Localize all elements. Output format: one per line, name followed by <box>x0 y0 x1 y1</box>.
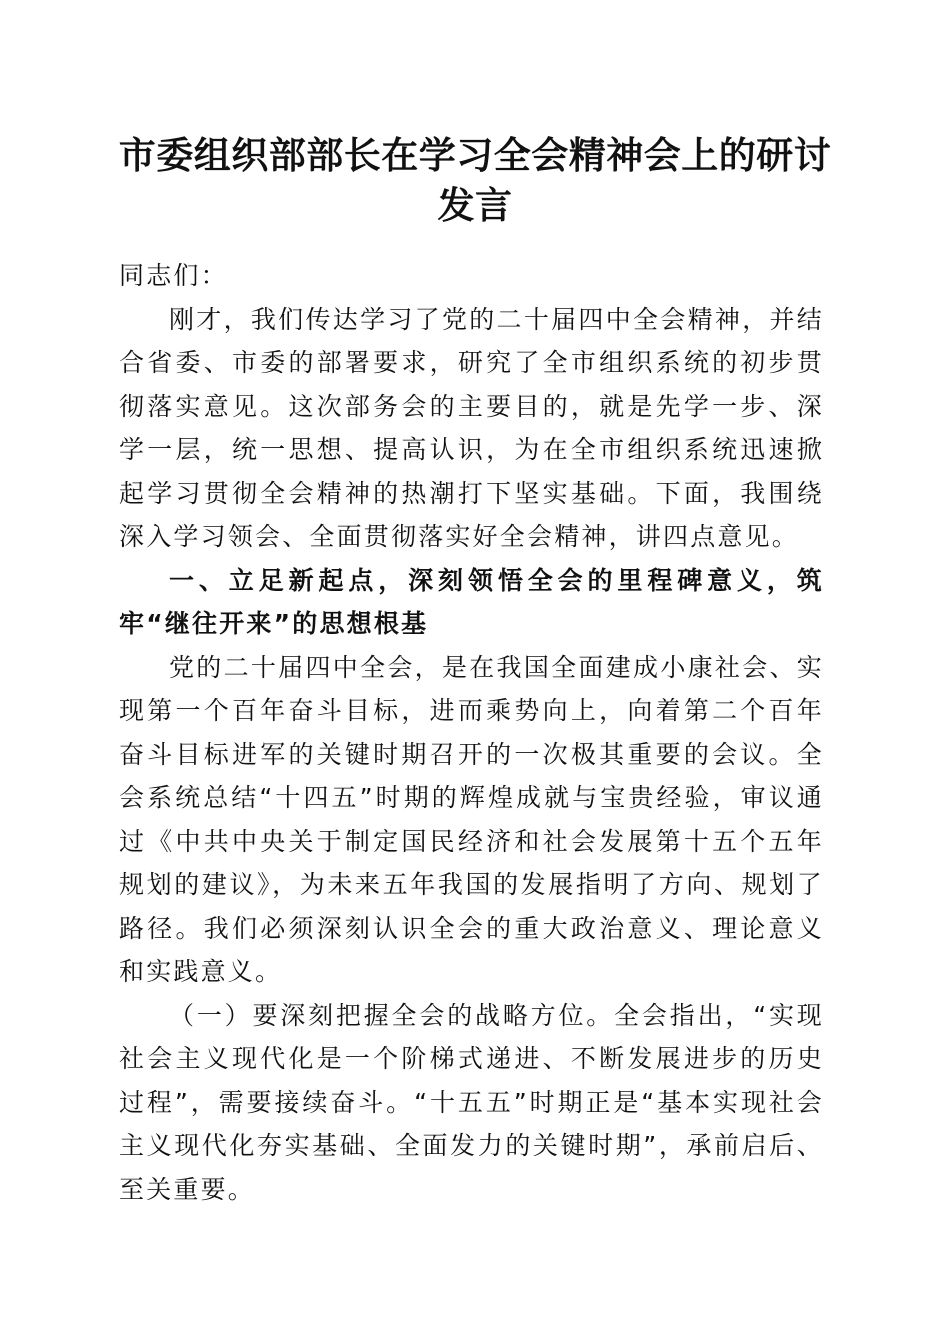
subsection-1-paragraph <box>119 994 824 1212</box>
section-heading-1: 一、立足新起点，深刻领悟全会的里程碑意义，筑牢“继往开来”的思想根基 <box>119 565 824 638</box>
subsection-1-lead: （一）要深刻把握全会的战略方位。 <box>169 1000 615 1030</box>
intro-paragraph: 刚才，我们传达学习了党的二十届四中全会精神，并结合省委、市委的部署要求，研究了全市组织系统的初步贯彻落实意见。这次部务会的主要目的，就是先学一步、深学一层，统一思想、提高认识，为在全市组织系统迅速掀起学习贯彻全会精神的热潮打下坚实基础。下面，我围绕深入学习领会、全面贯彻落实好全会精神，讲四点意见。 <box>119 304 824 551</box>
section-1-paragraph: 党的二十届四中全会，是在我国全面建成小康社会、实现第一个百年奋斗目标，进而乘势向上，向着第二个百年奋斗目标进军的关键时期召开的一次极其重要的会议。全会系统总结“十四五”时期的辉煌成就与宝贵经验，审议通过《中共中央关于制定国民经济和社会发展第十五个五年规划的建议》，为未来五年我国的发展指明了方向、规划了路径。我们必须深刻认识全会的重大政治意义、理论意义和实践意义。 <box>119 652 824 986</box>
document-body <box>119 254 824 1211</box>
document-title: 市委组织部部长在学习全会精神会上的研讨发言 <box>118 133 832 227</box>
subsection-1-body: 全会指出，“实现社会主义现代化是一个阶梯式递进、不断发展进步的历史过程”，需要接续奋斗。“十五五”时期正是“基本实现社会主义现代化夯实基础、全面发力的关键时期”，承前启后、至关重要。 <box>119 1000 824 1204</box>
salutation: 同志们： <box>119 261 228 290</box>
